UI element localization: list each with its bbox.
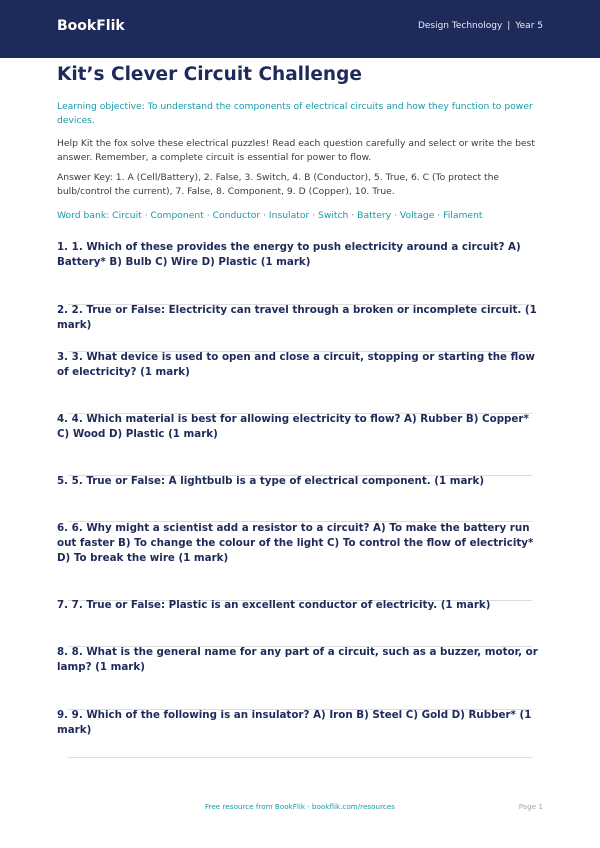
subject-separator: | <box>507 21 511 31</box>
question-5: 5. 5. True or False: A lightbulb is a type of electrical component. (1 mark) <box>57 475 485 487</box>
learning-objective: Learning objective: To understand the components of electrical circuits and how they function to power devices. <box>57 101 533 126</box>
word-bank: Word bank: Circuit · Component · Conductor · Insulator · Switch · Battery · Voltage · Filament <box>57 210 483 221</box>
question-9: 9. 9. Which of the following is an insulator? A) Iron B) Steel C) Gold D) Rubber* (1 mark) <box>57 709 532 736</box>
subject-label <box>418 21 543 31</box>
year-label: Year 5 <box>515 21 543 31</box>
brand-logo: BookFlik <box>57 18 125 34</box>
footer-credit: Free resource from BookFlik · bookflik.com/resources <box>204 802 396 811</box>
question-6: 6. 6. Why might a scientist add a resistor to a circuit? A) To make the battery run out faster B) To change the colour of the light C) To control the flow of electricity* D) To break the wire (1 mark) <box>57 522 534 564</box>
question-2: 2. 2. True or False: Electricity can travel through a broken or incomplete circuit. (1 mark) <box>57 304 537 331</box>
page-title: Kit’s Clever Circuit Challenge <box>57 64 362 85</box>
question-1: 1. 1. Which of these provides the energy to push electricity around a circuit? A) Battery* B) Bulb C) Wire D) Plastic (1 mark) <box>57 241 521 268</box>
question-3: 3. 3. What device is used to open and close a circuit, stopping or starting the flow of electricity? (1 mark) <box>57 351 535 378</box>
subject-name: Design Technology <box>417 21 503 31</box>
answer-key: Answer Key: 1. A (Cell/Battery), 2. False, 3. Switch, 4. B (Conductor), 5. True, 6. C (To protect the bulb/control the current), 7. False, 8. Component, 9. D (Copper), 10. True. <box>57 172 500 197</box>
intro-text: Help Kit the fox solve these electrical puzzles! Read each question carefully and select or write the best answer. Remember, a complete circuit is essential for power to flow. <box>57 138 535 163</box>
question-4: 4. 4. Which material is best for allowing electricity to flow? A) Rubber B) Copper* C) Wood D) Plastic (1 mark) <box>57 413 529 440</box>
page-header <box>0 0 600 58</box>
answer-line <box>68 757 532 758</box>
page-number: Page 1 <box>518 802 543 811</box>
question-7: 7. 7. True or False: Plastic is an excellent conductor of electricity. (1 mark) <box>57 599 491 611</box>
question-8: 8. 8. What is the general name for any part of a circuit, such as a buzzer, motor, or lamp? (1 mark) <box>57 646 538 673</box>
